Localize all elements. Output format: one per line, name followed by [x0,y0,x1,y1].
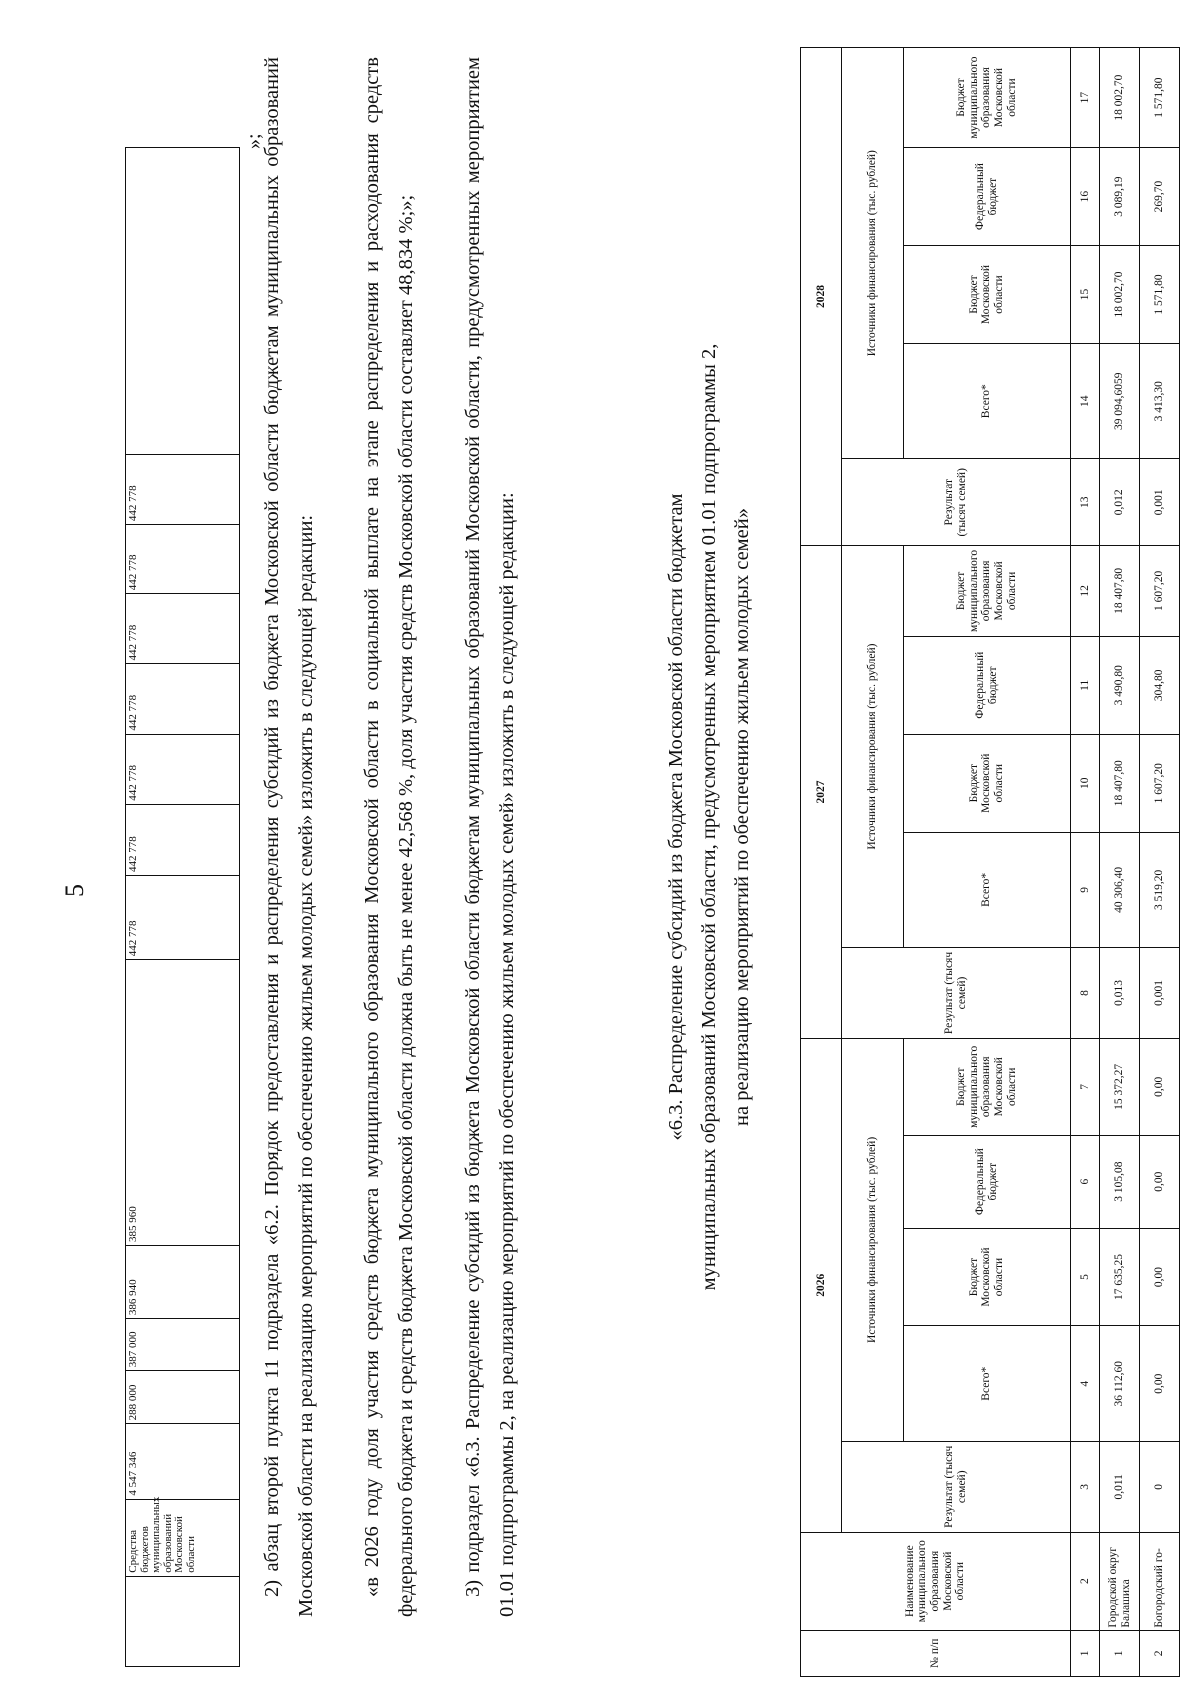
municipality-name: Городской округ Балашиха [1100,1532,1140,1630]
column-number: 12 [1070,546,1100,637]
table-cell: 304,80 [1140,636,1180,734]
header-result-2027: Результат (тысяч семей) [842,948,1071,1039]
table-cell: 1 607,20 [1140,546,1180,637]
table-cell: 1 571,80 [1140,246,1180,344]
header-row-number: № п/п [801,1630,1071,1676]
top-table-empty-cell [126,1576,240,1666]
header-municipal-budget-2027: Бюджет муниципального образования Московской области [903,546,1070,637]
column-number: 4 [1070,1326,1100,1441]
subsidy-distribution-table [800,47,1180,1677]
table-row [1140,48,1180,1677]
column-number: 13 [1070,459,1100,546]
table-row [1100,48,1140,1677]
table-cell: 18 407,80 [1100,734,1140,832]
header-result-2026: Результат (тысяч семей) [842,1441,1071,1532]
column-number: 2 [1070,1532,1100,1630]
top-table-value: 442 778 [126,525,240,594]
top-table-value: 442 778 [126,454,240,524]
header-regional-budget-2028: Бюджет Московской области [903,246,1070,344]
table-cell: 18 002,70 [1100,246,1140,344]
header-sources-2028: Источники финансирования (тыс. рублей) [842,48,904,459]
row-number: 1 [1100,1630,1140,1676]
top-table-value: 386 940 [126,1245,240,1318]
header-sources-2026: Источники финансирования (тыс. рублей) [842,1038,904,1441]
column-number-row [1070,48,1100,1677]
header-municipal-budget-2028: Бюджет муниципального образования Московской области [903,48,1070,148]
table-cell: 18 002,70 [1100,48,1140,148]
table-cell: 18 407,80 [1100,546,1140,637]
table-cell: 3 105,08 [1100,1135,1140,1228]
table-cell: 17 635,25 [1100,1228,1140,1326]
header-regional-budget-2027: Бюджет Московской области [903,734,1070,832]
table-cell: 3 413,30 [1140,344,1180,459]
paragraph-quote-2026: «в 2026 году доля участия средств бюджета муниципального образования Московской области в социальной выплате на этапе распределения и расходования средств федерального бюджета и средств бюджета Московской области должна быть не менее 42,568 %, доля участия средств Московской области составляет 48,834 %;»; [361,57,417,1617]
header-total-2027: Всего* [903,832,1070,947]
funding-fragment-table [125,147,240,1667]
closing-quote-mark: »; [243,133,265,149]
header-federal-budget-2026: Федеральный бюджет [903,1135,1070,1228]
column-number: 1 [1070,1630,1100,1676]
header-federal-budget-2027: Федеральный бюджет [903,636,1070,734]
paragraph-item-2: 2) абзац второй пункта 11 подраздела «6.2. Порядок предоставления и распределения субсидий из бюджета Московской области бюджетам муниципальных образований Московской области на реализацию мероприятий по обеспечению жильем молодых семей» изложить в следующей редакции: [261,57,317,1617]
heading-line: «6.3. Распределение субсидий из бюджета Московской области бюджетам [665,493,687,1141]
header-sources-2027: Источники финансирования (тыс. рублей) [842,546,904,948]
heading-line: на реализацию мероприятий по обеспечению жильем молодых семей» [731,508,753,1126]
header-year-2028: 2028 [801,48,842,546]
column-number: 17 [1070,48,1100,148]
table-cell: 3 089,19 [1100,148,1140,246]
row-number: 2 [1140,1630,1180,1676]
top-table-value: 442 778 [126,875,240,959]
column-number: 10 [1070,734,1100,832]
top-table-label: Средства бюджетов муниципальных образований Московской области [126,1499,240,1576]
table-cell: 36 112,60 [1100,1326,1140,1441]
paragraph-item-3: 3) подраздел «6.3. Распределение субсидий из бюджета Московской области бюджетам муниципальных образований Московской области, предусмотренных мероприятием 01.01 подпрограммы 2, на реализацию мероприятий по обеспечению жильем молодых семей» изложить в следующей редакции: [462,57,518,1617]
column-number: 8 [1070,948,1100,1039]
top-table-value: 442 778 [126,594,240,664]
column-number: 15 [1070,246,1100,344]
table-cell: 269,70 [1140,148,1180,246]
column-number: 7 [1070,1038,1100,1135]
column-number: 6 [1070,1135,1100,1228]
page-number: 5 [60,884,89,897]
table-cell: 3 490,80 [1100,636,1140,734]
header-regional-budget-2026: Бюджет Московской области [903,1228,1070,1326]
table-cell: 0,00 [1140,1326,1180,1441]
top-table-value: 288 000 [126,1371,240,1424]
column-number: 16 [1070,148,1100,246]
table-cell: 0,00 [1140,1228,1180,1326]
table-cell: 0,012 [1100,459,1140,546]
table-cell: 0,001 [1140,459,1180,546]
column-number: 11 [1070,636,1100,734]
header-total-2026: Всего* [903,1326,1070,1441]
header-result-2028: Результат (тысяч семей) [842,459,1071,546]
top-table-value: 387 000 [126,1319,240,1371]
table-cell: 1 571,80 [1140,48,1180,148]
top-table-value: 442 778 [126,664,240,734]
top-table-value: 4 547 346 [126,1424,240,1499]
top-table-value: 385 960 [126,960,240,1246]
table-cell: 0,001 [1140,948,1180,1039]
table-cell: 0 [1140,1441,1180,1532]
top-table-value: 442 778 [126,804,240,875]
header-municipal-budget-2026: Бюджет муниципального образования Московской области [903,1038,1070,1135]
header-total-2028: Всего* [903,344,1070,459]
table-cell: 39 094,6059 [1100,344,1140,459]
header-year-2026: 2026 [801,1038,842,1532]
header-year-2027: 2027 [801,546,842,1039]
header-municipality-name: Наименование муниципального образования Московской области [801,1532,1071,1630]
table-cell: 0,011 [1100,1441,1140,1532]
table-cell: 0,013 [1100,948,1140,1039]
section-heading [660,237,759,1397]
heading-line: муниципальных образований Московской области, предусмотренных мероприятием 01.01 подпрограммы 2, [698,343,720,1291]
municipality-name: Богородский го- [1140,1532,1180,1630]
column-number: 3 [1070,1441,1100,1532]
column-number: 9 [1070,832,1100,947]
table-cell: 1 607,20 [1140,734,1180,832]
table-cell: 0,00 [1140,1038,1180,1135]
column-number: 5 [1070,1228,1100,1326]
column-number: 14 [1070,344,1100,459]
table-cell: 15 372,27 [1100,1038,1140,1135]
table-cell: 0,00 [1140,1135,1180,1228]
table-cell: 3 519,20 [1140,832,1180,947]
top-table-value: 442 778 [126,734,240,804]
header-federal-budget-2028: Федеральный бюджет [903,148,1070,246]
top-table-empty-cell [126,148,240,455]
table-cell: 40 306,40 [1100,832,1140,947]
